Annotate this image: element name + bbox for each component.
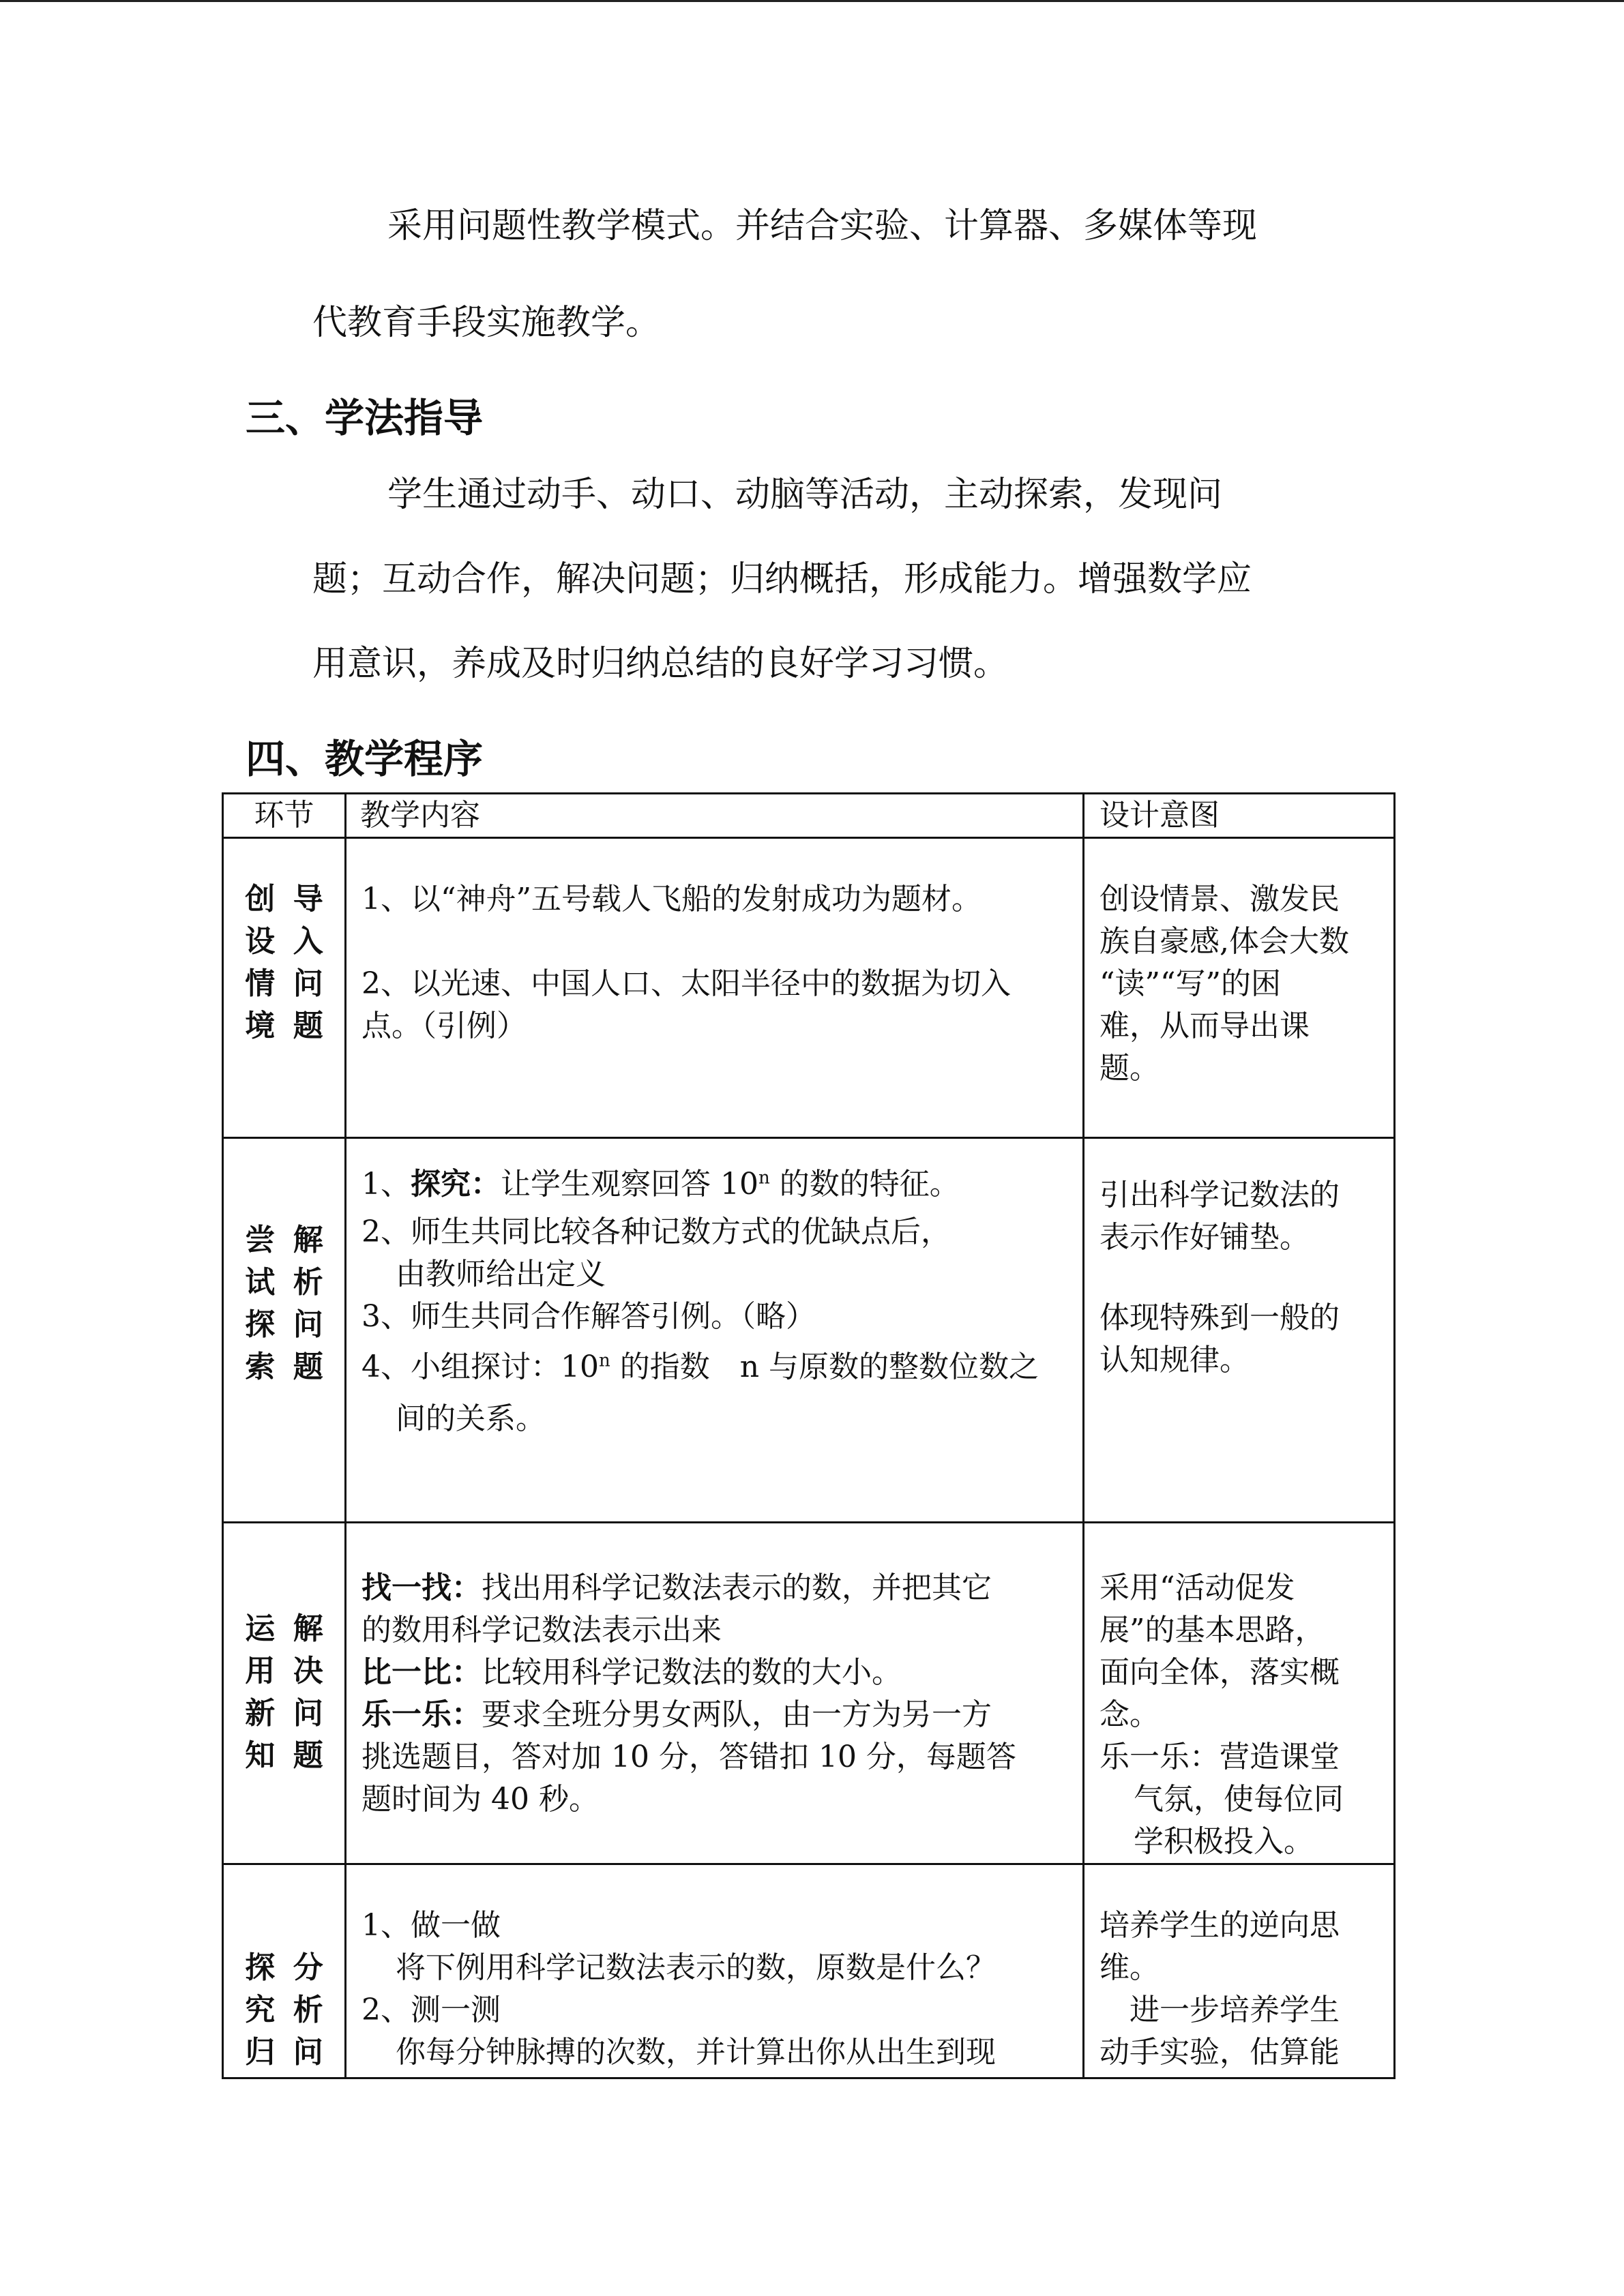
intent-cell bbox=[1084, 838, 1395, 1138]
stage-label bbox=[224, 1865, 344, 2074]
header-intent-cell bbox=[1084, 794, 1395, 838]
intent-line: 动手实验，估算能 bbox=[1099, 2035, 1340, 2070]
stage-char: 试 bbox=[245, 1265, 276, 1300]
stage-char: 探 bbox=[245, 1307, 276, 1342]
page-top-border bbox=[0, 0, 1624, 2]
content-line bbox=[361, 1694, 1067, 1736]
section-3-line-2: 题；互动合作，解决问题；归纳概括，形成能力。增强数学应 bbox=[312, 559, 1252, 599]
content-line: 1、以“神舟”五号载人飞船的发射成功为题材。 bbox=[361, 882, 981, 916]
content-text: 4、小组探讨：10 bbox=[361, 1350, 599, 1384]
header-stage: 环节 bbox=[254, 798, 314, 833]
intent-line: 引出科学记数法的 bbox=[1099, 1178, 1340, 1212]
stage-cell bbox=[223, 1138, 346, 1523]
section-3-line-3: 用意识，养成及时归纳总结的良好学习习惯。 bbox=[312, 644, 1009, 684]
content-line: 题时间为 40 秒。 bbox=[361, 1782, 599, 1817]
stage-char: 问 bbox=[293, 1307, 323, 1342]
intent-line: 认知规律。 bbox=[1099, 1343, 1250, 1377]
stage-char: 尝 bbox=[245, 1223, 276, 1257]
intro-line-2: 代教育手段实施教学。 bbox=[312, 303, 661, 343]
content-text: 找出用科学记数法表示的数，并把其它 bbox=[482, 1570, 992, 1605]
content-line: 将下例用科学记数法表示的数，原数是什么？ bbox=[396, 1950, 996, 1985]
stage-char: 新 bbox=[245, 1696, 276, 1731]
intent-line: 培养学生的逆向思 bbox=[1099, 1908, 1340, 1943]
stage-cell bbox=[223, 838, 346, 1138]
content-line: 挑选题目，答对加 10 分，答错扣 10 分，每题答 bbox=[361, 1740, 1016, 1774]
teaching-procedure-table bbox=[222, 792, 1396, 2079]
content-line: 2、师生共同比较各种记数方式的优缺点后， bbox=[361, 1214, 951, 1249]
content-text: 让学生观察回答 10 bbox=[501, 1167, 758, 1202]
intent-cell bbox=[1084, 1864, 1395, 2078]
intent-cell bbox=[1084, 1138, 1395, 1523]
table-row bbox=[223, 1138, 1395, 1523]
content-line: 点。（引例） bbox=[361, 1009, 527, 1043]
header-intent: 设计意图 bbox=[1099, 798, 1220, 833]
exponent: n bbox=[758, 1167, 770, 1189]
intent-line: 表示作好铺垫。 bbox=[1099, 1220, 1310, 1255]
header-content-cell bbox=[346, 794, 1084, 838]
stage-label bbox=[224, 1139, 344, 1388]
content-cell bbox=[346, 1523, 1084, 1864]
section-3-line-1: 学生通过动手、动口、动脑等活动，主动探索，发现问 bbox=[387, 475, 1223, 515]
content-line: 间的关系。 bbox=[396, 1401, 546, 1436]
stage-char: 设 bbox=[245, 924, 276, 959]
content-line bbox=[361, 1652, 1067, 1694]
content-text: 的指数 n 与原数的整数位数之 bbox=[610, 1350, 1039, 1384]
stage-cell bbox=[223, 1864, 346, 2078]
table-row bbox=[223, 1523, 1395, 1864]
section-4-heading: 四、教学程序 bbox=[246, 736, 484, 782]
content-text: 比较用科学记数法的数的大小。 bbox=[482, 1655, 902, 1690]
stage-char: 题 bbox=[293, 1350, 323, 1384]
table-row bbox=[223, 838, 1395, 1138]
intent-line: 题。 bbox=[1099, 1051, 1160, 1086]
content-text: 要求全班分男女两队，由一方为另一方 bbox=[482, 1697, 992, 1732]
stage-char: 题 bbox=[293, 1738, 323, 1773]
stage-char: 创 bbox=[245, 882, 276, 916]
content-line bbox=[361, 1163, 1067, 1206]
intent-cell bbox=[1084, 1523, 1395, 1864]
stage-cell bbox=[223, 1523, 346, 1864]
content-line: 2、测一测 bbox=[361, 1993, 501, 2027]
stage-char: 境 bbox=[245, 1009, 276, 1043]
section-3-heading: 三、学法指导 bbox=[246, 395, 484, 441]
header-stage-cell bbox=[223, 794, 346, 838]
stage-char: 用 bbox=[245, 1654, 276, 1688]
stage-char: 归 bbox=[245, 2035, 276, 2070]
stage-label bbox=[224, 839, 344, 1047]
intent-line: 学积极投入。 bbox=[1134, 1824, 1314, 1859]
content-bold-label: 比一比： bbox=[361, 1655, 482, 1690]
content-line: 2、以光速、中国人口、太阳半径中的数据为切入 bbox=[361, 966, 1011, 1001]
content-text: 的数的特征。 bbox=[769, 1167, 960, 1202]
stage-label bbox=[224, 1523, 344, 1777]
content-line: 你每分钟脉搏的次数，并计算出你从出生到现 bbox=[396, 2035, 996, 2070]
stage-char: 探 bbox=[245, 1950, 276, 1985]
intent-line: 创设情景、激发民 bbox=[1099, 882, 1340, 916]
header-content: 教学内容 bbox=[360, 798, 480, 833]
content-cell bbox=[346, 838, 1084, 1138]
content-bold-label: 探究： bbox=[411, 1167, 501, 1202]
stage-char: 情 bbox=[245, 966, 276, 1001]
stage-char: 导 bbox=[293, 882, 323, 916]
exponent: n bbox=[598, 1350, 610, 1371]
intent-line: “读”“写”的困 bbox=[1099, 966, 1281, 1001]
content-line: 由教师给出定义 bbox=[396, 1257, 606, 1292]
content-line: 的数用科学记数法表示出来 bbox=[361, 1613, 722, 1648]
intent-line: 乐一乐：营造课堂 bbox=[1099, 1740, 1340, 1774]
content-line bbox=[361, 1346, 1067, 1388]
intro-line-1: 采用问题性教学模式。并结合实验、计算器、多媒体等现 bbox=[387, 206, 1258, 246]
intent-line: 采用“活动促发 bbox=[1099, 1570, 1295, 1605]
content-bold-label: 乐一乐： bbox=[361, 1697, 482, 1732]
stage-char: 析 bbox=[293, 1993, 323, 2027]
intent-line: 体现特殊到一般的 bbox=[1099, 1300, 1340, 1335]
stage-char: 运 bbox=[245, 1611, 276, 1646]
intent-line: 进一步培养学生 bbox=[1130, 1993, 1340, 2027]
stage-char: 问 bbox=[293, 1696, 323, 1731]
content-bold-label: 找一找： bbox=[361, 1570, 482, 1605]
table-header-row bbox=[223, 794, 1395, 838]
content-cell bbox=[346, 1138, 1084, 1523]
stage-char: 索 bbox=[245, 1350, 276, 1384]
content-line: 1、做一做 bbox=[361, 1908, 501, 1943]
content-prefix: 1、 bbox=[361, 1167, 411, 1202]
content-line bbox=[361, 1567, 1067, 1609]
stage-char: 解 bbox=[293, 1223, 323, 1257]
stage-char: 解 bbox=[293, 1611, 323, 1646]
stage-char: 分 bbox=[293, 1950, 323, 1985]
stage-char: 决 bbox=[293, 1654, 323, 1688]
stage-char: 问 bbox=[293, 966, 323, 1001]
intent-line: 展”的基本思路， bbox=[1099, 1613, 1325, 1648]
content-cell bbox=[346, 1864, 1084, 2078]
intent-line: 念。 bbox=[1099, 1697, 1160, 1732]
stage-char: 问 bbox=[293, 2035, 323, 2070]
content-line: 3、师生共同合作解答引例。（略） bbox=[361, 1299, 816, 1334]
stage-char: 析 bbox=[293, 1265, 323, 1300]
table-row bbox=[223, 1864, 1395, 2078]
intent-line: 族自豪感,体会大数 bbox=[1099, 924, 1349, 959]
stage-char: 入 bbox=[293, 924, 323, 959]
stage-char: 知 bbox=[245, 1738, 276, 1773]
intent-line: 难，从而导出课 bbox=[1099, 1009, 1310, 1043]
intent-line: 气氛，使每位同 bbox=[1134, 1782, 1344, 1817]
stage-char: 题 bbox=[293, 1009, 323, 1043]
intent-line: 维。 bbox=[1099, 1950, 1160, 1985]
stage-char: 究 bbox=[245, 1993, 276, 2027]
intent-line: 面向全体，落实概 bbox=[1099, 1655, 1340, 1690]
